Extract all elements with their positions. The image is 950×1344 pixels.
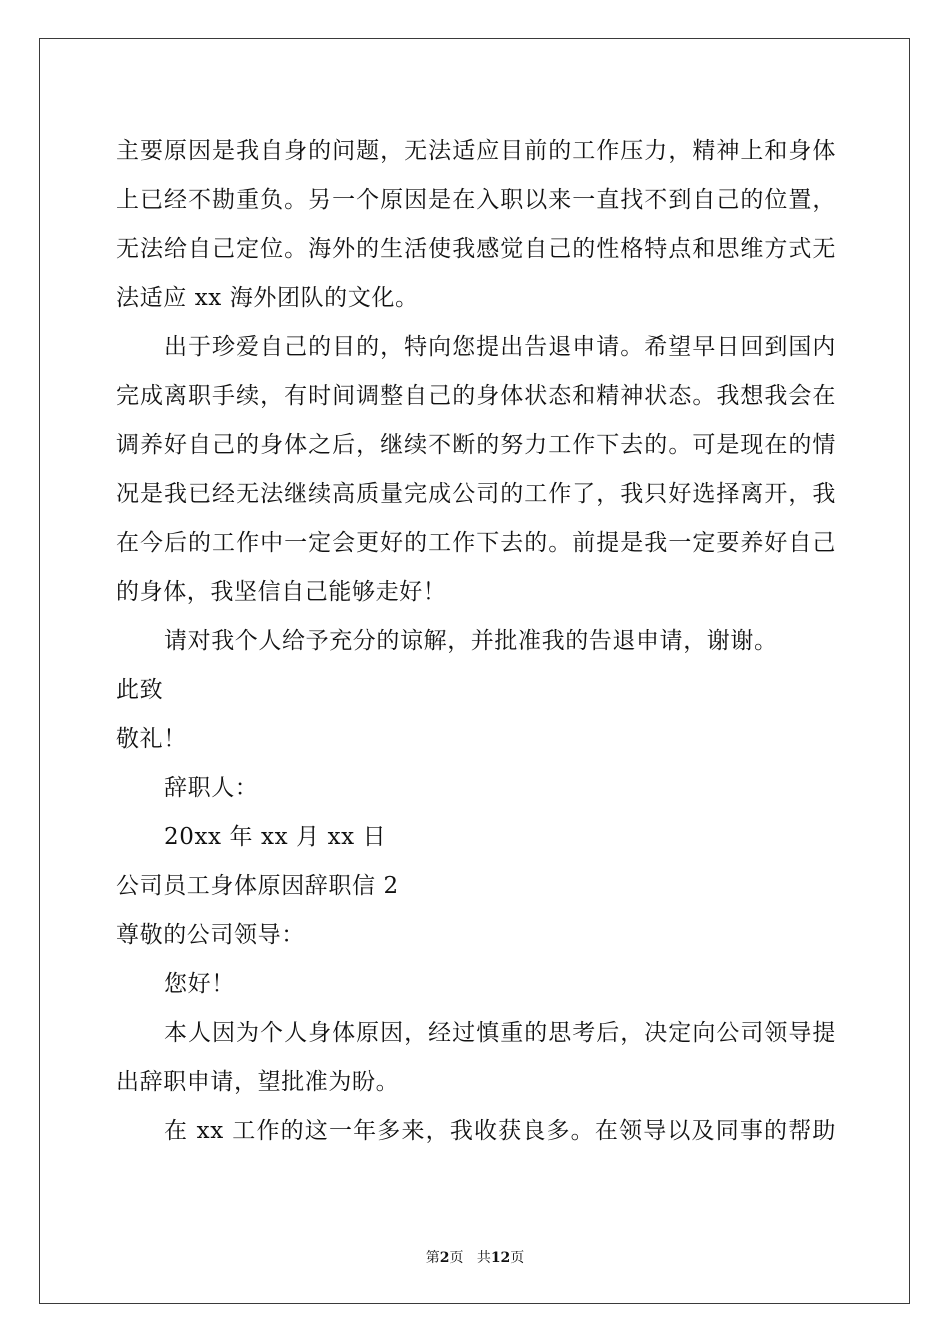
closing-regards: 敬礼！: [116, 726, 187, 752]
paragraph-first-line: 出于珍爱自己的目的，特向您提出告退申请。希望早日回到国内: [164, 334, 836, 360]
document-body: [116, 127, 836, 1156]
page-prefix: 第: [425, 1250, 440, 1266]
body-line: 完成离职手续，有时间调整自己的身体状态和精神状态。我想我会在: [116, 383, 836, 409]
letter-greeting: 您好！: [164, 971, 235, 997]
section-title: 公司员工身体原因辞职信 2: [116, 873, 399, 899]
body-line: 的身体，我坚信自己能够走好！: [116, 579, 447, 605]
body-line: 在今后的工作中一定会更好的工作下去的。前提是我一定要养好自己: [116, 530, 836, 556]
paragraph-first-line: 本人因为个人身体原因，经过慎重的思考后，决定向公司领导提: [164, 1020, 836, 1046]
body-line: 无法给自己定位。海外的生活使我感觉自己的性格特点和思维方式无: [116, 236, 836, 262]
paragraph-first-line: 请对我个人给予充分的谅解，并批准我的告退申请，谢谢。: [164, 628, 778, 654]
page-total: 12: [490, 1250, 511, 1266]
paragraph-first-line: 在 xx 工作的这一年多来，我收获良多。在领导以及同事的帮助: [164, 1118, 836, 1144]
signature-label: 辞职人：: [164, 775, 259, 801]
signature-date: 20xx 年 xx 月 xx 日: [164, 824, 387, 850]
body-line: 调养好自己的身体之后，继续不断的努力工作下去的。可是现在的情: [116, 432, 836, 458]
body-line: 主要原因是我自身的问题，无法适应目前的工作压力，精神上和身体: [116, 138, 836, 164]
body-line: 况是我已经无法继续高质量完成公司的工作了，我只好选择离开，我: [116, 481, 836, 507]
total-suffix: 页: [510, 1250, 525, 1266]
total-prefix: 共: [476, 1250, 491, 1266]
body-line: 出辞职申请，望批准为盼。: [116, 1069, 400, 1095]
page-footer: [0, 1247, 950, 1267]
letter-addressee: 尊敬的公司领导：: [116, 922, 305, 948]
body-line: 上已经不勘重负。另一个原因是在入职以来一直找不到自己的位置，: [116, 187, 836, 213]
body-line: 法适应 xx 海外团队的文化。: [116, 285, 419, 311]
closing-salutation: 此致: [116, 677, 164, 703]
page-suffix: 页: [449, 1250, 464, 1266]
page-current: 2: [439, 1250, 450, 1266]
